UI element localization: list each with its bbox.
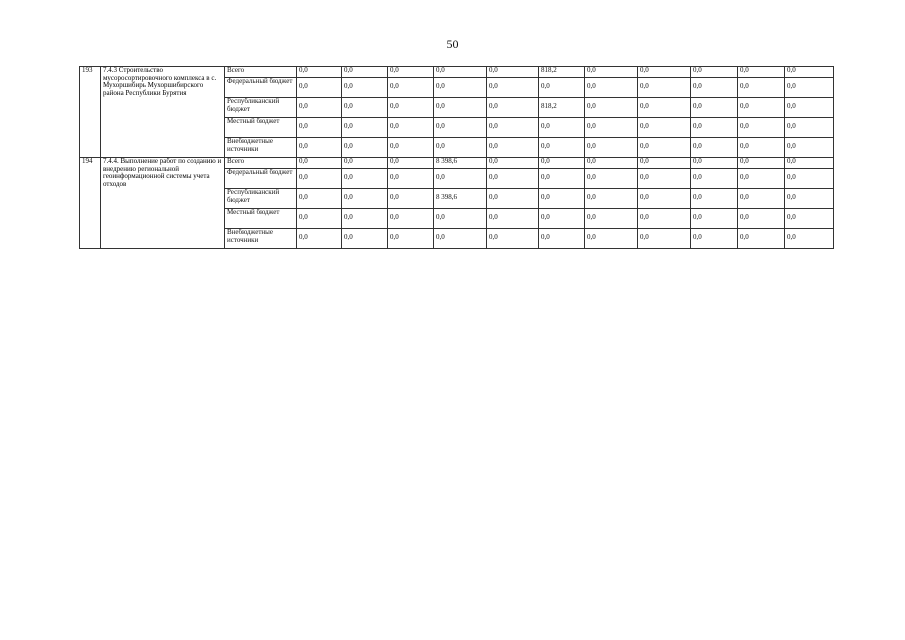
value-text: 0,0: [587, 213, 596, 221]
value-cell: [738, 209, 785, 229]
value-cell: [738, 67, 785, 78]
value-cell: [785, 67, 834, 78]
table-row: [80, 67, 834, 78]
value-text: 0,0: [344, 102, 353, 110]
value-text: 0,0: [390, 213, 399, 221]
value-text: 0,0: [787, 193, 796, 201]
value-cell: [638, 98, 691, 118]
value-cell: [585, 78, 638, 98]
value-text: 0,0: [299, 233, 308, 241]
page-number: 50: [446, 37, 459, 51]
funding-source: Внебюджетные источники: [225, 138, 297, 158]
budget-table-body: [80, 67, 834, 249]
value-text: 0,0: [740, 213, 749, 221]
value-text: 0,0: [787, 122, 796, 130]
value-cell: [342, 98, 388, 118]
budget-table: [79, 66, 834, 249]
value-text: 818,2: [541, 66, 557, 74]
funding-source: Всего: [225, 158, 297, 169]
value-cell: [388, 158, 434, 169]
value-text: 0,0: [693, 173, 702, 181]
value-cell: [738, 169, 785, 189]
activity-name: 7.4.4. Выполнение работ по созданию и внедрению региональной геоинформационной системы учета отходов: [101, 158, 225, 249]
value-text: 0,0: [740, 122, 749, 130]
value-text: 8 398,6: [436, 193, 457, 201]
value-cell: [738, 78, 785, 98]
value-text: 0,0: [640, 233, 649, 241]
value-cell: [691, 158, 738, 169]
value-cell: [638, 189, 691, 209]
value-text: 0,0: [640, 66, 649, 74]
value-text: 0,0: [587, 233, 596, 241]
value-text: 0,0: [640, 173, 649, 181]
row-index: 193: [80, 67, 101, 158]
value-cell: [539, 229, 585, 249]
value-text: 0,0: [787, 82, 796, 90]
funding-source: Федеральный бюджет: [225, 78, 297, 98]
value-text: 0,0: [693, 142, 702, 150]
value-cell: [297, 169, 342, 189]
value-cell: [691, 98, 738, 118]
value-cell: [691, 169, 738, 189]
value-cell: [785, 118, 834, 138]
value-cell: [539, 189, 585, 209]
value-text: 0,0: [344, 173, 353, 181]
value-text: 0,0: [740, 233, 749, 241]
value-cell: [539, 209, 585, 229]
value-cell: [297, 229, 342, 249]
value-text: 0,0: [489, 82, 498, 90]
value-text: 0,0: [640, 102, 649, 110]
value-text: 0,0: [344, 66, 353, 74]
value-cell: [297, 209, 342, 229]
value-cell: [738, 98, 785, 118]
value-text: 0,0: [344, 122, 353, 130]
value-cell: [738, 189, 785, 209]
value-text: 0,0: [787, 102, 796, 110]
value-text: 0,0: [693, 213, 702, 221]
value-cell: [738, 118, 785, 138]
value-text: 0,0: [344, 233, 353, 241]
value-text: 0,0: [299, 142, 308, 150]
value-cell: [297, 158, 342, 169]
value-cell: [785, 229, 834, 249]
value-cell: [297, 98, 342, 118]
value-cell: [342, 78, 388, 98]
value-cell: [638, 78, 691, 98]
value-cell: [388, 78, 434, 98]
activity-name: 7.4.3 Строительство мусоросортировочного комплекса в с. Мухоршибирь Мухоршибирского района Республики Бурятия: [101, 67, 225, 158]
value-text: 0,0: [390, 233, 399, 241]
value-text: 0,0: [489, 233, 498, 241]
value-cell: [388, 229, 434, 249]
value-text: 0,0: [693, 66, 702, 74]
value-text: 0,0: [640, 157, 649, 165]
value-text: 0,0: [436, 233, 445, 241]
value-cell: [487, 67, 539, 78]
value-text: 0,0: [390, 173, 399, 181]
value-text: 0,0: [390, 122, 399, 130]
value-cell: [638, 169, 691, 189]
value-cell: [638, 229, 691, 249]
value-text: 0,0: [541, 82, 550, 90]
value-cell: [487, 169, 539, 189]
value-text: 0,0: [541, 142, 550, 150]
value-cell: [539, 78, 585, 98]
value-text: 0,0: [299, 66, 308, 74]
value-cell: [585, 67, 638, 78]
value-cell: [388, 138, 434, 158]
value-cell: [691, 78, 738, 98]
value-text: 0,0: [390, 66, 399, 74]
value-cell: [487, 98, 539, 118]
value-text: 0,0: [489, 213, 498, 221]
value-text: 0,0: [541, 157, 550, 165]
value-text: 0,0: [640, 142, 649, 150]
value-text: 0,0: [344, 157, 353, 165]
value-cell: [738, 229, 785, 249]
value-cell: [388, 98, 434, 118]
value-cell: [738, 138, 785, 158]
funding-source: Республиканский бюджет: [225, 98, 297, 118]
value-text: 0,0: [541, 213, 550, 221]
value-cell: [297, 118, 342, 138]
value-text: 0,0: [740, 142, 749, 150]
value-text: 0,0: [787, 213, 796, 221]
value-cell: [638, 209, 691, 229]
value-cell: [585, 158, 638, 169]
value-text: 0,0: [587, 82, 596, 90]
value-cell: [342, 158, 388, 169]
table-row: [80, 158, 834, 169]
value-cell: [539, 138, 585, 158]
value-text: 0,0: [541, 233, 550, 241]
value-cell: [585, 229, 638, 249]
value-text: 0,0: [299, 173, 308, 181]
value-cell: [487, 78, 539, 98]
funding-source: Местный бюджет: [225, 118, 297, 138]
value-text: 0,0: [787, 233, 796, 241]
value-text: 0,0: [640, 213, 649, 221]
value-cell: [785, 158, 834, 169]
value-text: 0,0: [693, 233, 702, 241]
value-text: 0,0: [299, 82, 308, 90]
value-cell: [342, 229, 388, 249]
value-cell: [691, 67, 738, 78]
value-text: 0,0: [489, 173, 498, 181]
value-cell: [434, 229, 487, 249]
value-text: 0,0: [436, 173, 445, 181]
value-cell: [434, 158, 487, 169]
value-text: 0,0: [390, 142, 399, 150]
value-cell: [539, 118, 585, 138]
value-cell: [297, 189, 342, 209]
value-cell: [487, 158, 539, 169]
value-text: 0,0: [344, 82, 353, 90]
value-text: 0,0: [344, 213, 353, 221]
value-text: 0,0: [587, 142, 596, 150]
value-text: 818,2: [541, 102, 557, 110]
value-text: 0,0: [587, 66, 596, 74]
value-cell: [434, 78, 487, 98]
value-text: 0,0: [436, 122, 445, 130]
value-cell: [691, 209, 738, 229]
value-cell: [539, 67, 585, 78]
value-text: 0,0: [587, 173, 596, 181]
value-cell: [388, 189, 434, 209]
value-cell: [785, 169, 834, 189]
value-cell: [434, 189, 487, 209]
value-text: 0,0: [436, 66, 445, 74]
value-text: 0,0: [299, 213, 308, 221]
value-cell: [342, 189, 388, 209]
row-index: 194: [80, 158, 101, 249]
value-cell: [342, 169, 388, 189]
value-cell: [691, 138, 738, 158]
value-text: 0,0: [390, 157, 399, 165]
value-text: 0,0: [489, 157, 498, 165]
value-text: 0,0: [299, 193, 308, 201]
value-text: 0,0: [587, 102, 596, 110]
funding-source: Местный бюджет: [225, 209, 297, 229]
value-text: 0,0: [299, 102, 308, 110]
value-text: 0,0: [436, 142, 445, 150]
value-cell: [785, 189, 834, 209]
value-text: 0,0: [489, 102, 498, 110]
funding-source: Республиканский бюджет: [225, 189, 297, 209]
value-cell: [434, 67, 487, 78]
value-text: 0,0: [390, 193, 399, 201]
value-text: 0,0: [640, 193, 649, 201]
value-cell: [297, 138, 342, 158]
value-text: 0,0: [640, 82, 649, 90]
value-text: 0,0: [541, 122, 550, 130]
value-cell: [434, 169, 487, 189]
value-text: 0,0: [436, 102, 445, 110]
value-text: 0,0: [740, 102, 749, 110]
value-text: 0,0: [541, 173, 550, 181]
value-cell: [297, 78, 342, 98]
value-cell: [638, 118, 691, 138]
value-cell: [388, 169, 434, 189]
value-text: 0,0: [740, 66, 749, 74]
value-text: 0,0: [587, 122, 596, 130]
value-text: 0,0: [587, 193, 596, 201]
value-cell: [487, 118, 539, 138]
value-cell: [738, 158, 785, 169]
funding-source: Внебюджетные источники: [225, 229, 297, 249]
funding-source: Федеральный бюджет: [225, 169, 297, 189]
value-cell: [638, 138, 691, 158]
value-cell: [691, 189, 738, 209]
value-text: 0,0: [489, 142, 498, 150]
value-cell: [638, 158, 691, 169]
value-cell: [691, 229, 738, 249]
value-cell: [487, 229, 539, 249]
value-cell: [434, 209, 487, 229]
value-cell: [539, 169, 585, 189]
value-cell: [487, 138, 539, 158]
value-text: 0,0: [787, 66, 796, 74]
value-cell: [342, 138, 388, 158]
value-cell: [638, 67, 691, 78]
value-cell: [691, 118, 738, 138]
value-cell: [487, 189, 539, 209]
value-cell: [539, 158, 585, 169]
value-text: 0,0: [344, 142, 353, 150]
value-text: 0,0: [787, 173, 796, 181]
value-text: 0,0: [740, 173, 749, 181]
value-cell: [434, 98, 487, 118]
value-text: 0,0: [436, 82, 445, 90]
value-text: 0,0: [587, 157, 596, 165]
value-text: 0,0: [299, 122, 308, 130]
value-cell: [388, 209, 434, 229]
value-text: 0,0: [489, 66, 498, 74]
value-text: 0,0: [436, 213, 445, 221]
value-cell: [342, 209, 388, 229]
value-cell: [539, 98, 585, 118]
value-cell: [297, 67, 342, 78]
value-cell: [388, 118, 434, 138]
value-cell: [785, 209, 834, 229]
value-cell: [785, 78, 834, 98]
value-text: 0,0: [344, 193, 353, 201]
value-text: 0,0: [787, 142, 796, 150]
value-cell: [785, 98, 834, 118]
value-text: 0,0: [390, 82, 399, 90]
value-text: 0,0: [740, 82, 749, 90]
value-text: 0,0: [740, 157, 749, 165]
value-text: 0,0: [489, 193, 498, 201]
value-text: 0,0: [693, 193, 702, 201]
value-cell: [342, 67, 388, 78]
funding-source: Всего: [225, 67, 297, 78]
value-text: 0,0: [640, 122, 649, 130]
value-text: 0,0: [693, 82, 702, 90]
value-cell: [585, 189, 638, 209]
value-cell: [585, 169, 638, 189]
value-cell: [585, 98, 638, 118]
value-cell: [388, 67, 434, 78]
value-cell: [585, 138, 638, 158]
value-text: 0,0: [740, 193, 749, 201]
value-text: 8 398,6: [436, 157, 457, 165]
value-text: 0,0: [299, 157, 308, 165]
value-text: 0,0: [693, 157, 702, 165]
value-cell: [434, 138, 487, 158]
value-text: 0,0: [693, 102, 702, 110]
value-text: 0,0: [390, 102, 399, 110]
value-cell: [585, 209, 638, 229]
value-text: 0,0: [693, 122, 702, 130]
value-text: 0,0: [541, 193, 550, 201]
value-cell: [342, 118, 388, 138]
value-text: 0,0: [787, 157, 796, 165]
value-cell: [585, 118, 638, 138]
value-cell: [487, 209, 539, 229]
value-text: 0,0: [489, 122, 498, 130]
value-cell: [785, 138, 834, 158]
value-cell: [434, 118, 487, 138]
